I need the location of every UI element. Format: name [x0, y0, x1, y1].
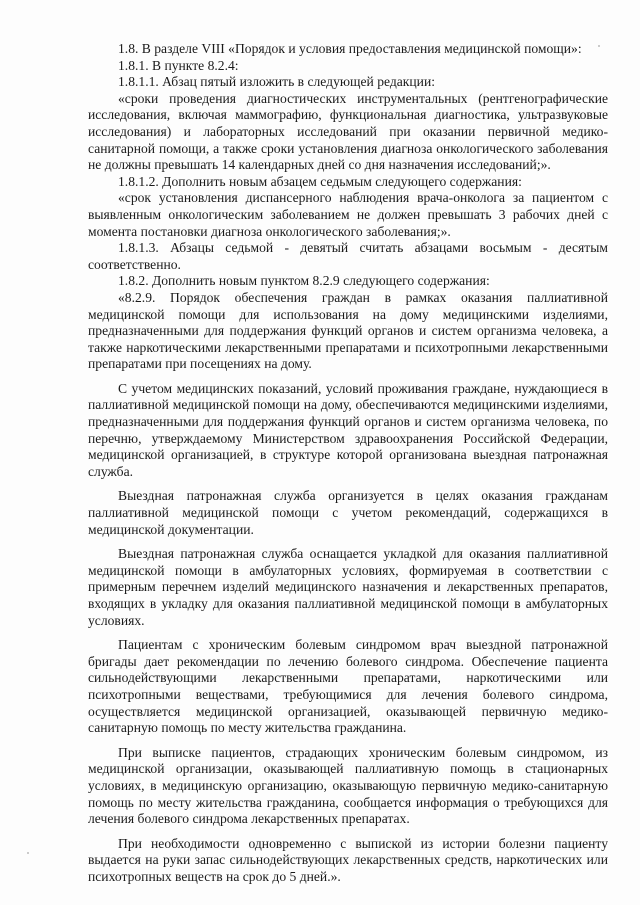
- paragraph-pain-syndrome: Пациентам с хроническим болевым синдромом врач выездной патронажной бригады дает рекомендации по лечению болевого синдрома. Обеспечение пациента сильнодействующими лекарственными препаратами, наркотическими или психотропными веществами, требующимися для лечения болевого синдрома, осуществляется медицинской организацией, оказывающей первичную медико-санитарную помощь по месту жительства гражданина.: [88, 637, 608, 736]
- paragraph-item-1-8-1-2: 1.8.1.2. Дополнить новым абзацем седьмым следующего содержания:: [118, 173, 522, 189]
- paragraph-quote-deadlines: «сроки проведения диагностических инструментальных (рентгенографические исследования, включая маммографию, функциональная диагностика, ультразвуковые исследования) и лабораторных исследований при оказании первичной медико-санитарной помощи, а также сроки установления диагноза онкологического заболевания не должны превышать 14 календарных дней со дня назначения исследований;».: [88, 90, 608, 173]
- paragraph-item-1-8-1-3: 1.8.1.3. Абзацы седьмой - девятый считать абзацами восьмым - десятым соответственно.: [88, 240, 608, 272]
- paragraph-patronage-service: Выездная патронажная служба организуется в целях оказания гражданам паллиативной медицинской помощи с учетом рекомендаций, содержащихся в медицинской документации.: [88, 488, 608, 537]
- paragraph-item-1-8-1: 1.8.1. В пункте 8.2.4:: [118, 57, 239, 73]
- paragraph-quote-8-2-9: «8.2.9. Порядок обеспечения граждан в рамках оказания паллиативной медицинской помощи для использования на дому медицинскими изделиями, предназначенными для поддержания функций органов и систем организма человека, а также наркотическими лекарственными препаратами и психотропными лекарственными препаратами при посещениях на дому.: [88, 289, 608, 372]
- scan-speck: [598, 45, 600, 47]
- paragraph-item-1-8-2: 1.8.2. Дополнить новым пунктом 8.2.9 следующего содержания:: [118, 273, 490, 289]
- paragraph-medical-devices: С учетом медицинских показаний, условий проживания граждане, нуждающиеся в паллиативной медицинской помощи на дому, обеспечиваются медицинскими изделиями, предназначенными для поддержания функций органов и систем организма человека, по перечню, утверждаемому Министерством здравоохранения Российской Федерации, медицинской организацией, в структуре которой организована выездная патронажная служба.: [88, 380, 608, 479]
- paragraph-patronage-kit: Выездная патронажная служба оснащается укладкой для оказания паллиативной медицинской помощи в амбулаторных условиях, формируемая в соответствии с примерным перечнем изделий медицинского назначения и лекарственных препаратов, входящих в укладку для оказания паллиативной медицинской помощи в амбулаторных условиях.: [88, 546, 608, 628]
- document-body: [88, 41, 608, 886]
- paragraph-section-1-8: 1.8. В разделе VIII «Порядок и условия предоставления медицинской помощи»:: [118, 41, 582, 56]
- paragraph-drug-supply: При необходимости одновременно с выпиской из истории болезни пациенту выдается на руки запас сильнодействующих лекарственных средств, наркотических или психотропных веществ на срок до 5 дней.».: [88, 835, 608, 884]
- paragraph-discharge: При выписке пациентов, страдающих хроническим болевым синдромом, из медицинской организации, оказывающей паллиативную помощь в стационарных условиях, в медицинскую организацию, оказывающую первичную медико-санитарную помощь по месту жительства гражданина, сообщается информация о требующихся для лечения болевого синдрома лекарственных препаратах.: [88, 744, 608, 827]
- paragraph-item-1-8-1-1: 1.8.1.1. Абзац пятый изложить в следующей редакции:: [118, 74, 436, 90]
- paragraph-quote-oncologist: «срок установления диспансерного наблюдения врача-онколога за пациентом с выявленным онкологическим заболеванием не должен превышать 3 рабочих дней с момента постановки диагноза онкологического заболевания;».: [88, 190, 608, 239]
- scan-speck: [27, 852, 29, 854]
